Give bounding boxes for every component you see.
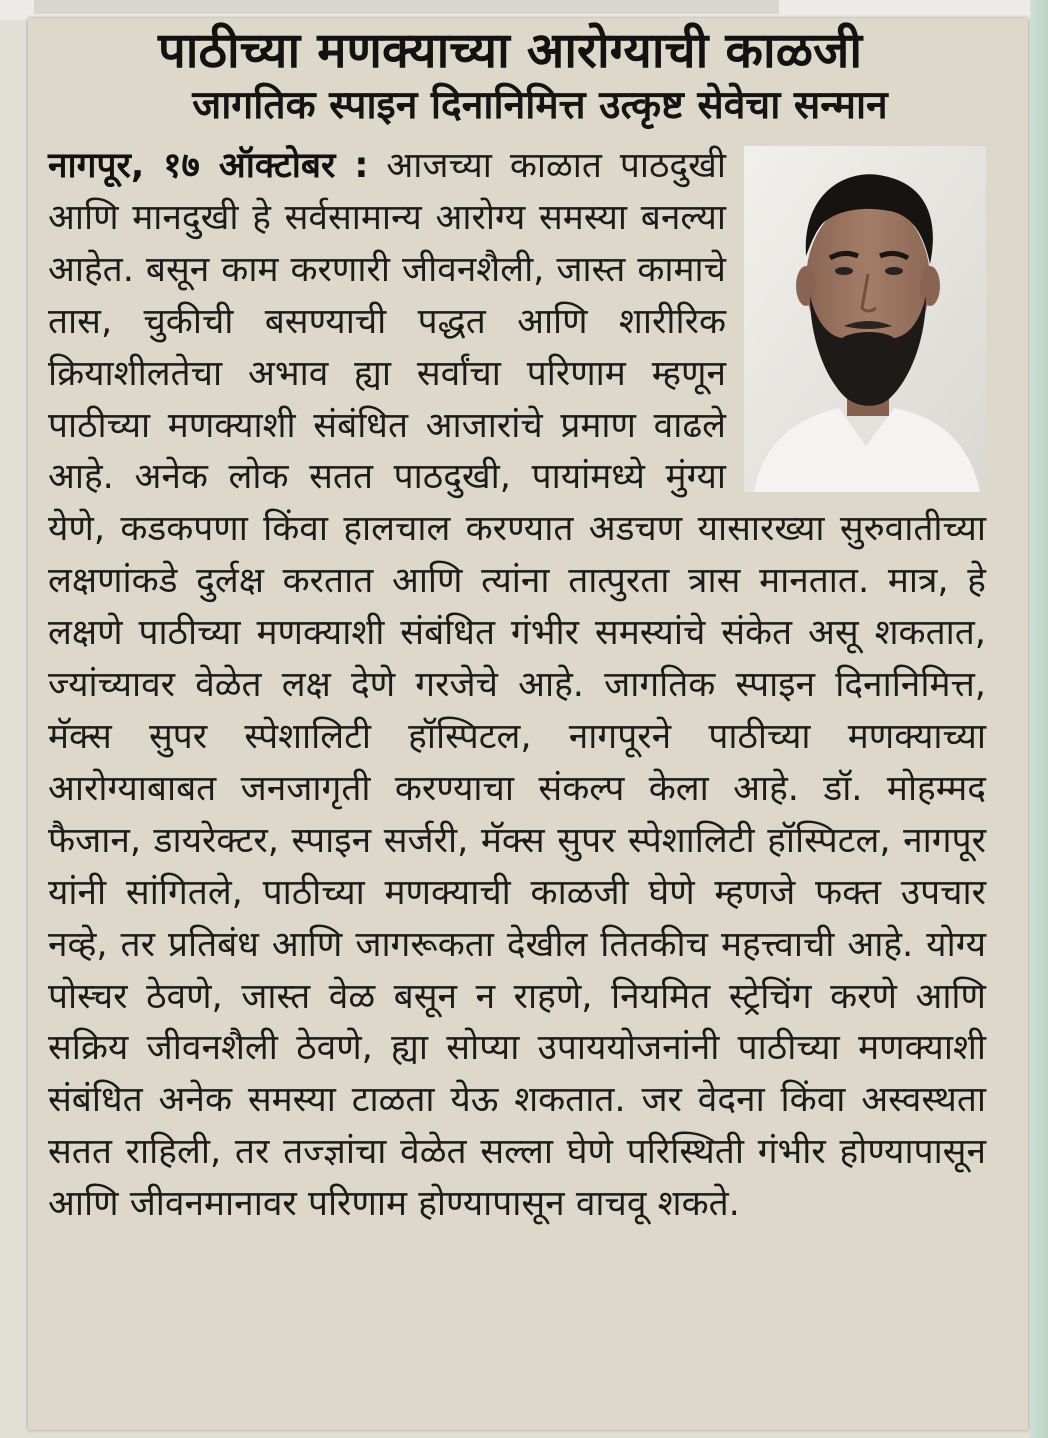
left-eye xyxy=(835,267,853,275)
portrait-photo-image xyxy=(744,146,986,492)
right-edge-strip xyxy=(1030,0,1048,1438)
top-strip xyxy=(0,0,1048,20)
right-ear xyxy=(920,266,940,306)
article-body-text: आजच्या काळात पाठदुखी आणि मानदुखी हे सर्वसामान्य आरोग्य समस्या बनल्या आहेत. बसून काम करणारी जीवनशैली, जास्त कामाचे तास, चुकीची बसण्याची पद्धत आणि शारीरिक क्रियाशीलतेचा अभाव ह्या सर्वांचा परिणाम म्हणून पाठीच्या मणक्याशी संबंधित आजारांचे प्रमाण वाढले आहे. अनेक लोक सतत पाठदुखी, पायांमध्ये मुंग्या येणे, कडकपणा किंवा हालचाल करण्यात अडचण यासारख्या सुरुवातीच्या लक्षणांकडे दुर्लक्ष करतात आणि त्यांना तात्पुरता त्रास मानतात. मात्र, हे लक्षणे पाठीच्या मणक्याशी संबंधित गंभीर समस्यांचे संकेत असू शकतात, ज्यांच्यावर वेळेत लक्ष देणे गरजेचे आहे. जागतिक स्पाइन दिनानिमित्त, मॅक्स सुपर स्पेशालिटी हॉस्पिटल, नागपूरने पाठीच्या मणक्याच्या आरोग्याबाबत जनजागृती करण्याचा संकल्प केला आहे. डॉ. मोहम्मद फैजान, डायरेक्टर, स्पाइन सर्जरी, मॅक्स सुपर स्पेशालिटी हॉस्पिटल, नागपूर यांनी सांगितले, पाठीच्या मणक्याची काळजी घेणे म्हणजे फक्त उपचार नव्हे, तर प्रतिबंध आणि जागरूकता देखील तितकीच महत्त्वाची आहे. योग्य पोस्चर ठेवणे, जास्त वेळ बसून न राहणे, नियमित स्ट्रेचिंग करणे आणि सक्रिय जीवनशैली ठेवणे, ह्या सोप्या उपाययोजनांनी पाठीच्या मणक्याशी संबंधित अनेक समस्या टाळता येऊ शकतात. जर वेदना किंवा अस्वस्थता सतत राहिली, तर तज्ज्ञांचा वेळेत सल्ला घेणे परिस्थिती गंभीर होण्यापासून आणि जीवनमानावर परिणाम होण्यापासून वाचवू शकते. xyxy=(48,145,986,1225)
subheadline: जागतिक स्पाइन दिनानिमित्त उत्कृष्ट सेवेचा सन्मान xyxy=(192,83,888,128)
portrait-photo xyxy=(744,146,986,492)
right-eye xyxy=(885,267,903,275)
left-ear xyxy=(796,266,816,306)
article-body xyxy=(48,140,986,1230)
adjacent-clipping-edge xyxy=(34,0,779,14)
headline: पाठीच्या मणक्याच्या आरोग्याची काळजी xyxy=(157,22,863,79)
dateline: नागपूर, १७ ऑक्टोबर : xyxy=(48,145,369,186)
